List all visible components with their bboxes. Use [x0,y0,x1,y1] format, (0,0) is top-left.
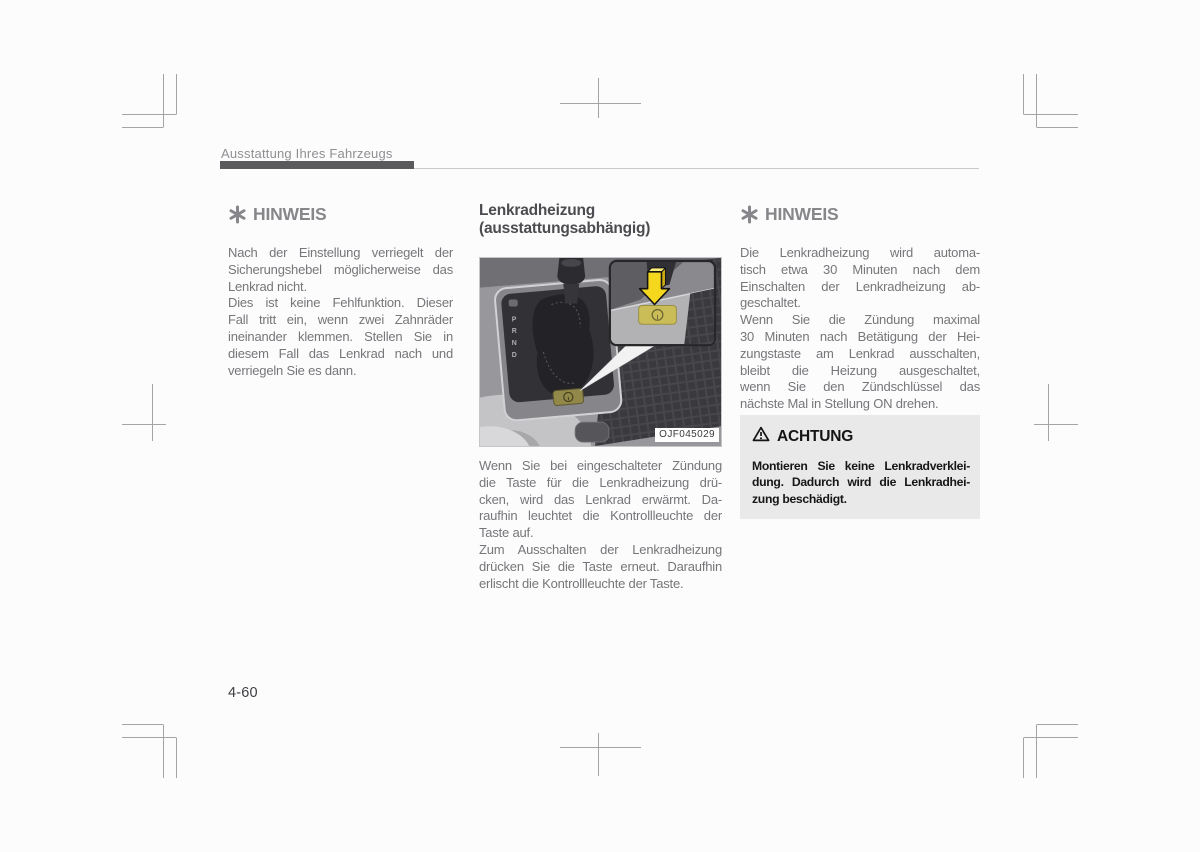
heated-steering-button-highlight [553,388,584,405]
text-line: die Taste für die Lenkradheizung drü- [479,474,722,490]
console-figure [479,257,722,447]
text-line: geschaltet. [740,295,801,311]
section-body [479,458,722,592]
text-line: Dies ist keine Fehlfunktion. Dieser [228,295,453,311]
text-line: Fall tritt ein, wenn zwei Zahnräder [228,312,453,328]
right-note-title [740,204,980,225]
text-line: Die Lenkradheizung wird automa- [740,245,980,260]
page-number: 4-60 [228,685,258,701]
inset-magnified-view [610,261,715,345]
text-line: nächste Mal in Stellung ON drehen. [740,396,939,412]
text-line: raufhin leuchtet die Kontrollleuchte der [479,508,722,524]
text-line: wenn Sie den Zündschlüssel das [740,379,980,395]
page-header-title: Ausstattung Ihres Fahrzeugs [221,146,393,161]
text-line: Einschalten der Lenkradheizung ab- [740,278,980,294]
caution-title [752,426,970,447]
text-line: Sicherungshebel möglicherweise das [228,261,453,277]
header-rule [414,168,979,169]
section-heading-line1: Lenkradheizung [479,202,596,219]
asterisk-note-icon [740,205,759,224]
text-line: drücken Sie die Taste erneut. Daraufhin [479,558,722,574]
gear-letter-n: N [511,340,517,348]
text-line: Wenn Sie die Zündung maximal [740,312,980,328]
asterisk-note-icon [228,205,247,224]
text-line: Zum Ausschalten der Lenkradheizung [479,541,722,557]
left-note-title-text: HINWEIS [253,204,327,224]
text-line: zungstaste am Lenkrad ausschalten, [740,345,980,361]
gear-letter-p: P [511,316,517,324]
text-line: tisch etwa 30 Minuten nach dem [740,261,980,277]
text-line: Nach der Einstellung verriegelt der [228,245,453,260]
caution-box [740,415,980,519]
text-line: Lenkrad nicht. [228,278,307,294]
text-line: ineinander klemmen. Stellen Sie in [228,328,453,344]
right-note-body [740,245,980,413]
text-line: 30 Minuten nach Betätigung der Hei- [740,328,980,344]
left-note [228,204,453,379]
console-illustration [480,258,721,446]
text-line: bleibt die Heizung ausgeschaltet, [740,362,980,378]
gear-letter-r: R [511,328,517,336]
text-line: Wenn Sie bei eingeschalteter Zündung [479,458,722,473]
text-line: dung. Dadurch wird die Lenkradhei- [752,475,970,490]
text-line: zung beschädigt. [752,491,847,506]
section-heading-line2: (ausstattungsabhängig) [479,220,651,237]
caution-body [752,458,970,507]
gear-letter-d: D [511,351,517,359]
warning-triangle-icon [752,426,770,447]
caution-title-text: ACHTUNG [777,427,854,445]
header-underline-bar [220,161,414,169]
right-note [740,204,980,413]
text-line: cken, wird das Lenkrad erwärmt. Da- [479,491,722,507]
text-line: verriegeln Sie es dann. [228,362,357,378]
left-note-title [228,204,453,225]
text-line: Montieren Sie keine Lenkradverklei- [752,459,970,473]
text-line: erlischt die Kontrollleuchte der Taste. [479,575,684,591]
figure-code-label: OJF045029 [655,428,719,442]
text-line: diesem Fall das Lenkrad nach und [228,345,453,361]
text-line: Taste auf. [479,525,534,541]
left-note-body [228,245,453,379]
right-note-title-text: HINWEIS [765,204,839,224]
section-heading [479,202,722,238]
